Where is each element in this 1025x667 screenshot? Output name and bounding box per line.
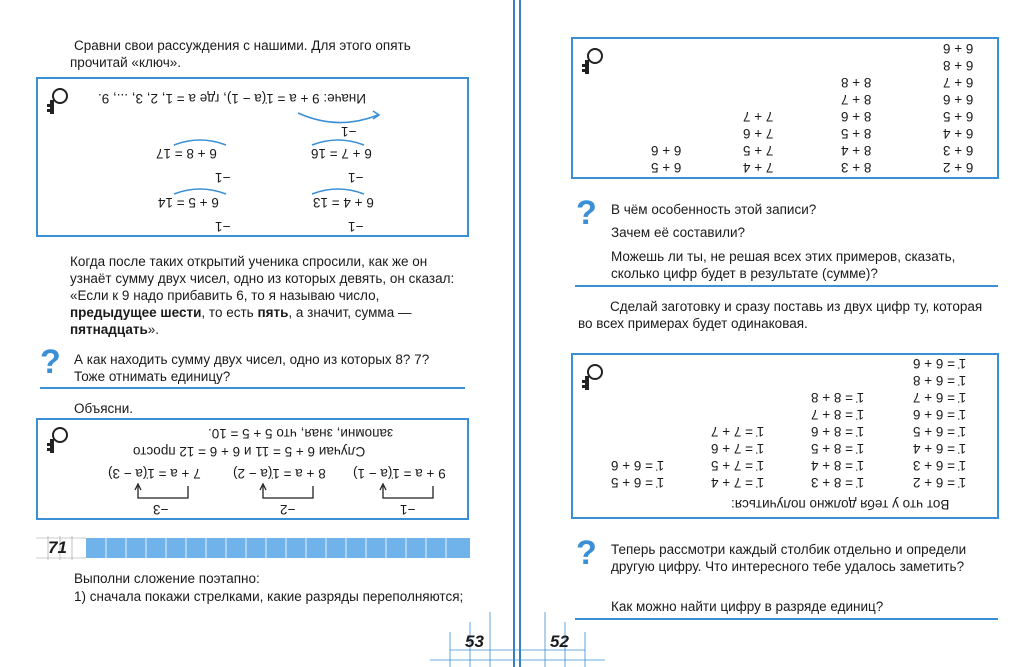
bottom-grid bbox=[430, 612, 605, 667]
key-icon bbox=[46, 87, 72, 117]
page-spine-right bbox=[519, 0, 521, 667]
grid-cell: 6 + 6 bbox=[943, 92, 974, 107]
grid-cell: 8 + 8 bbox=[841, 75, 872, 90]
result-cell: 1̇ = 6 + 8 bbox=[913, 373, 967, 388]
key-icon bbox=[581, 47, 607, 77]
result-cell: 1̇ = 6 + 2 bbox=[913, 475, 967, 490]
intro-text: Сравни свои рассуждения с нашими. Для этого опять прочитай «ключ». bbox=[70, 38, 411, 70]
question-1: В чём особенность этой записи? bbox=[611, 202, 817, 217]
grid-cell: 6 + 6 bbox=[943, 41, 974, 56]
story-paragraph: Когда после таких открытий ученика спросили, как же он узнаёт сумму двух чисел, одно из которых девять, он сказал: «Если к 9 надо прибавить 6, то я называю число, предыдущее шести, то есть пять, а значит, сумма — пятнадцать». bbox=[70, 254, 455, 337]
question-5: Как можно найти цифру в разряде единиц? bbox=[611, 599, 884, 614]
key1-top-line: Иначе: 9 + а = 1̇(а − 1), где а = 1, 2, 3, ..., 9. bbox=[98, 91, 366, 106]
grid-cell: 6 + 5 bbox=[943, 109, 974, 124]
grid-cell: 6 + 5 bbox=[651, 160, 682, 175]
grid-cell: 7 + 4 bbox=[743, 160, 774, 175]
result-cell: 1̇ = 8 + 6 bbox=[811, 424, 865, 439]
grid-cell: 6 + 7 bbox=[943, 75, 974, 90]
curved-arrow bbox=[308, 184, 368, 198]
grid-cell: 6 + 8 bbox=[943, 58, 974, 73]
result-cell: 1̇ = 6 + 5 bbox=[913, 424, 967, 439]
grid-cell: 6 + 2 bbox=[943, 160, 974, 175]
result-cell: 1̇ = 8 + 4 bbox=[811, 458, 865, 473]
task-bar bbox=[36, 536, 470, 560]
result-cell: 1̇ = 6 + 6 bbox=[913, 407, 967, 422]
grid-cell: 8 + 3 bbox=[841, 160, 872, 175]
question-icon: ? bbox=[576, 194, 597, 232]
result-cell: 1̇ = 8 + 3 bbox=[811, 475, 865, 490]
key2-formula-2: 8 + а = 1̇(а − 2) bbox=[233, 466, 326, 481]
result-cell: 1̇ = 6 + 5 bbox=[611, 475, 665, 490]
result-cell: 1̇ = 8 + 8 bbox=[811, 390, 865, 405]
result-cell: 1̇ = 6 + 6 bbox=[611, 458, 665, 473]
divider bbox=[575, 285, 998, 287]
task-text-1: Выполни сложение поэтапно: bbox=[74, 571, 260, 586]
key2-formula-3: 7 + а = 1̇(а − 3) bbox=[108, 466, 201, 481]
key-icon bbox=[46, 426, 72, 456]
minus-label: −2 bbox=[280, 502, 296, 517]
result-cell: 1̇ = 7 + 5 bbox=[711, 458, 765, 473]
results-caption: Вот что у тебя должно получиться: bbox=[731, 497, 950, 512]
minus-label: −1 bbox=[400, 502, 416, 517]
grid-cell: 7 + 6 bbox=[743, 126, 774, 141]
grid-cell: 8 + 5 bbox=[841, 126, 872, 141]
result-cell: 1̇ = 6 + 3 bbox=[913, 458, 967, 473]
question-icon: ? bbox=[576, 534, 597, 572]
grid-cell: 8 + 4 bbox=[841, 143, 872, 158]
grid-cell: 6 + 4 bbox=[943, 126, 974, 141]
question-4: Теперь рассмотри каждый столбик отдельно и определи другую цифру. Что интересного тебе удалось заметить? bbox=[611, 542, 967, 574]
task-number: 71 bbox=[48, 538, 67, 557]
results-box bbox=[571, 353, 999, 519]
key2-line-1: запомни, зная, что 5 + 5 = 10. bbox=[208, 426, 394, 441]
curved-arrow bbox=[308, 135, 368, 149]
explain-text: Объясни. bbox=[74, 401, 134, 416]
divider bbox=[575, 618, 998, 620]
grid-box bbox=[571, 37, 999, 179]
grid-cell: 8 + 7 bbox=[841, 92, 872, 107]
question-text: А как находить сумму двух чисел, одно из которых 8? 7? Тоже отнимать единицу? bbox=[74, 352, 430, 384]
page-spine-left bbox=[513, 0, 515, 667]
question-2: Зачем её составили? bbox=[611, 225, 746, 240]
minus-label: −1 bbox=[341, 124, 357, 139]
key1-eq-1: 6 + 7 = 16 bbox=[311, 146, 372, 161]
minus-label: −1 bbox=[348, 170, 364, 185]
grid-cell: 6 + 3 bbox=[943, 143, 974, 158]
minus-label: −1 bbox=[215, 170, 231, 185]
key1-eq-4: 6 + 5 = 14 bbox=[158, 195, 219, 210]
result-cell: 1̇ = 7 + 4 bbox=[711, 475, 765, 490]
result-cell: 1̇ = 8 + 7 bbox=[811, 407, 865, 422]
question-icon: ? bbox=[40, 343, 61, 381]
curved-arrow bbox=[170, 184, 230, 198]
question-3: Можешь ли ты, не решая всех этих примеров, сказать, сколько цифр будет в результате (сумме)? bbox=[611, 249, 956, 281]
grid-cell: 8 + 6 bbox=[841, 109, 872, 124]
key1-eq-3: 6 + 4 = 13 bbox=[313, 195, 374, 210]
result-cell: 1̇ = 7 + 6 bbox=[711, 441, 765, 456]
key2-formula-1: 9 + а = 1̇(а − 1) bbox=[353, 466, 446, 481]
key-icon bbox=[581, 363, 607, 393]
task-text-2: 1) сначала покажи стрелками, какие разряды переполняются; bbox=[74, 589, 464, 604]
curved-arrow bbox=[170, 135, 230, 149]
curved-arrow bbox=[293, 109, 383, 129]
result-cell: 1̇ = 8 + 5 bbox=[811, 441, 865, 456]
grid-cell: 6 + 6 bbox=[651, 143, 682, 158]
page-number-left: 53 bbox=[465, 632, 484, 651]
key-box-2 bbox=[36, 418, 469, 520]
key-box-1 bbox=[36, 77, 469, 237]
page-number-right: 52 bbox=[550, 632, 569, 651]
result-cell: 1̇ = 6 + 6 bbox=[913, 356, 967, 371]
minus-label: −3 bbox=[153, 502, 169, 517]
minus-label: −1 bbox=[348, 219, 364, 234]
grid-cell: 7 + 7 bbox=[743, 109, 774, 124]
divider bbox=[40, 387, 465, 389]
minus-label: −1 bbox=[215, 219, 231, 234]
result-cell: 1̇ = 6 + 4 bbox=[913, 441, 967, 456]
grid-cell: 7 + 5 bbox=[743, 143, 774, 158]
key2-line-2: Случаи 6 + 5 = 11 и 6 + 6 = 12 просто bbox=[133, 444, 366, 459]
key1-eq-2: 6 + 8 = 17 bbox=[156, 146, 217, 161]
result-cell: 1̇ = 6 + 7 bbox=[913, 390, 967, 405]
result-cell: 1̇ = 7 + 7 bbox=[711, 424, 765, 439]
instruction-text: Сделай заготовку и сразу поставь из двух цифр ту, которая во всех примерах будет одинаковая. bbox=[578, 299, 983, 331]
